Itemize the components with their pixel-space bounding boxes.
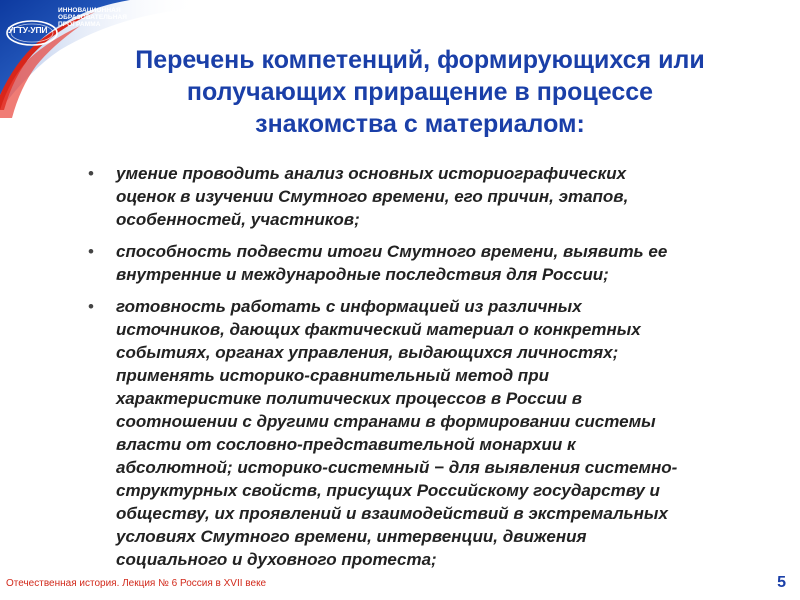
competency-text-line: структурных свойств, присущих Российскому государству и — [116, 481, 660, 500]
bullet-dot: • — [88, 242, 94, 261]
competency-text-line: оценок в изучении Смутного времени, его причин, этапов, — [116, 187, 629, 206]
competency-text-line: условиях Смутного времени, интервенции, движения — [116, 527, 587, 546]
slide-title — [60, 44, 780, 140]
footer-caption: Отечественная история. Лекция № 6 Россия в XVII веке — [6, 578, 267, 589]
competency-text-line: обществу, их проявлений и взаимодействий в экстремальных — [116, 504, 668, 523]
competency-text-line: характеристике политических процессов в России в — [116, 389, 583, 408]
competency-item — [88, 295, 778, 571]
competency-text-line: особенностей, участников; — [116, 210, 360, 229]
competency-text-line: абсолютной; историко-системный − для выявления системно- — [116, 458, 678, 477]
competency-text-line: событиях, органах управления, выдающихся личностях; — [116, 343, 619, 362]
competency-text-line: умение проводить анализ основных историографических — [116, 164, 627, 183]
logo-caption-line: ИННОВАЦИОННАЯ — [58, 7, 121, 14]
competency-item — [88, 240, 778, 286]
logo-caption-line: ПРОГРАММА — [58, 21, 101, 28]
competency-text-line: соотношении с другими странами в формировании системы — [116, 412, 656, 431]
competency-item — [88, 162, 778, 231]
slide-title-line: Перечень компетенций, формирующихся или — [135, 46, 705, 74]
slide-title-line: получающих приращение в процессе — [186, 78, 654, 106]
logo-badge-text: УГТУ-УПИ — [8, 25, 48, 35]
slide-title-line: знакомства с материалом: — [255, 110, 585, 138]
competency-text-line: власти от сословно-представительной монархии к — [116, 435, 576, 454]
competency-text-line: применять историко-сравнительный метод при — [116, 366, 549, 385]
page-number: 5 — [777, 574, 786, 591]
bullet-dot: • — [88, 297, 94, 316]
competency-text-line: источников, дающих фактический материал о конкретных — [116, 320, 641, 339]
competency-text-line: социального и духовного протеста; — [116, 550, 437, 569]
competency-text-line: внутренние и международные последствия для России; — [116, 265, 609, 284]
competency-text-line: готовность работать с информацией из различных — [116, 297, 582, 316]
competency-text-line: способность подвести итоги Смутного времени, выявить ее — [116, 242, 668, 261]
bullet-dot: • — [88, 164, 94, 183]
logo — [4, 4, 128, 48]
logo-caption-line: ОБРАЗОВАТЕЛЬНАЯ — [58, 14, 128, 21]
competency-list — [88, 162, 778, 580]
logo-caption — [58, 7, 128, 28]
